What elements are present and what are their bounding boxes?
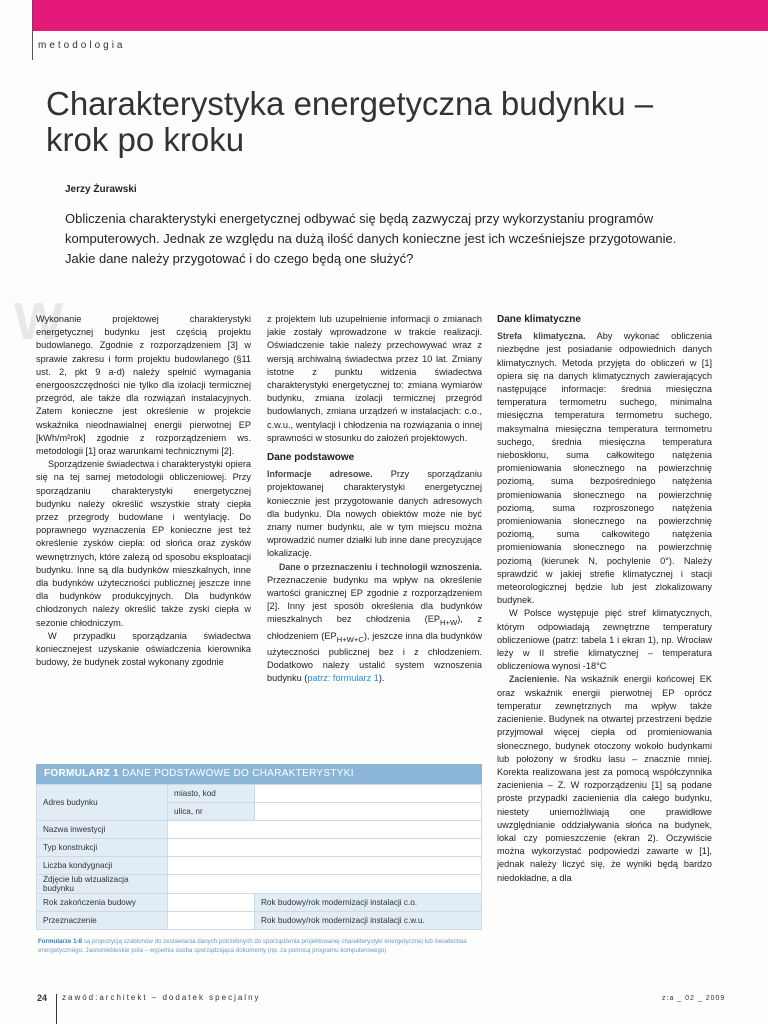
article-title: Charakterystyka energetyczna budynku – krok po kroku <box>46 85 654 158</box>
label-purpose: Przeznaczenie <box>37 912 168 930</box>
author-name: Jerzy Żurawski <box>65 184 137 195</box>
label-address: Adres budynku <box>37 785 168 821</box>
form-table <box>36 784 482 930</box>
col3-paragraph-3: Zacienienie. Na wskaźnik energii końcowej EK oraz wskaźnik energii pierwotnej EP oprócz temperatur zewnętrznych ma wpływ także zacienienie. Budynek na otwartej przestrzeni będzie przyjmował więcej ciepła od promieniowania słonecznego, budynek otoczony wokoło budynkami lub położony w środku lasu – znacznie mniej. Korekta realizowana jest za pomocą współczynnika zacienienia – Z. W rozporządzeniu [1] są podane proste przypadki zacienienia dla całego budynku, niestety uniemożliwiają one prawidłowe uwzględnianie oddziaływania słońca na budynek, lokal czy pomieszczenie (ekran 2). Oczywiście można wykorzystać podpowiedzi zawarte w [1], jednak należy liczyć się, że wyniki będą bardzo niedokładne, a dla <box>497 674 712 883</box>
top-color-bar <box>33 0 768 31</box>
label-town: miasto, kod <box>168 785 255 803</box>
col2-paragraph-2: Informacje adresowe. Przy sporządzaniu projektowanej charakterystyki energetycznej koniecznie jest przygotowanie danych adresowych dla budynku. Dla nowych obiektów może nie być znany numer budynku, ale w tym miejscu można wprowadzić numer działki lub inne dane precyzujące lokalizację. <box>267 469 482 559</box>
table-row <box>37 857 482 875</box>
col3-paragraph-2: W Polsce występuje pięć stref klimatycznych, którym odpowiadają zewnętrzne temperatury obliczeniowe (patrz: tabela 1 i ekran 1), np. Wrocław leży w II strefie klimatycznej – temperatura obliczeniowa wynosi -18°C <box>497 608 712 672</box>
column-1 <box>36 313 251 669</box>
heading-climate-data: Dane klimatyczne <box>497 314 581 325</box>
page-number: 24 <box>37 993 48 1003</box>
field-town[interactable] <box>255 785 482 803</box>
form-reference-link[interactable]: patrz: formularz 1 <box>307 672 379 683</box>
column-2 <box>267 313 482 685</box>
label-investment: Nazwa inwestycji <box>37 821 168 839</box>
field-floors[interactable] <box>168 857 482 875</box>
issue-number: z:a _ 02 _ 2009 <box>662 995 726 1002</box>
field-street[interactable] <box>255 803 482 821</box>
run-in-shading: Zacienienie. <box>509 674 560 685</box>
field-purpose[interactable] <box>168 912 255 930</box>
lead-paragraph: Obliczenia charakterystyki energetycznej odbywać się będą zazwyczaj przy wykorzystaniu programów komputerowych. Jednak ze względu na dużą ilość danych konieczne jest ich wcześniejsze przygotowanie. Jakie dane należy przygotować i do czego będą one służyć? <box>65 211 677 266</box>
col2-paragraph-1: z projektem lub uzupełnienie informacji o zmianach jakie zostały wprowadzone w trakcie realizacji. Oświadczenie takie należy przechowywać wraz z wersją archiwalną świadectwa przez 10 lat. Zmiany istotne z punktu widzenia świadectwa charakterystyki energetycznej to: zmiana wymiarów budynku, zmiana izolacji termicznej przegród budowlanych, zmiana urządzeń w instalacjach: c.o., c.w.u., wentylacji i chłodzenia na rozwiązania o innej sprawności w stosunku do założeń projektowych. <box>267 314 482 443</box>
section-label: metodologia <box>38 40 126 51</box>
table-row <box>37 839 482 857</box>
field-construction[interactable] <box>168 839 482 857</box>
col2-paragraph-3: Dane o przeznaczeniu i technologii wznoszenia. Przeznaczenie budynku ma wpływ na określenie wartości granicznej EP zgodnie z rozporządzeniem [2]. Inny jest sposób określenia dla budynków mieszkalnych bez chłodzenia $(EP_{H+W})$, z chłodzeniem $(EP_{H+W+C})$, jeszcze inna dla budynków użyteczności publicznej bez i z chłodzeniem. Dodatkowo należy ustalić system wznoszenia budynku (patrz: formularz 1). <box>267 561 482 683</box>
label-construction: Typ konstrukcji <box>37 839 168 857</box>
publication-name: zawód:architekt – dodatek specjalny <box>62 993 261 1002</box>
col1-paragraph-3: W przypadku sporządzania świadectwa koniecznejest uzyskanie oświadczenia kierownika budowy, że budynek został wykonany zgodnie <box>36 630 251 668</box>
field-completion[interactable] <box>168 894 255 912</box>
column-3 <box>497 313 712 885</box>
run-in-climate-zone: Strefa klimatyczna. <box>497 331 586 342</box>
field-photo[interactable] <box>168 875 482 894</box>
table-row <box>37 785 482 803</box>
col3-paragraph-1: Strefa klimatyczna. Aby wykonać obliczenia niezbędne jest posiadanie odpowiednich danych klimatycznych. Metoda przyjęta do obliczeń w [1] opiera się na danych klimatycznych zawierających następujące informacje: średnia miesięczna temperatura termometru suchego, minimalna miesięczna temperatura termometru suchego, maksymalna miesięczna temperatura termometru suchego, średnia miesięczna temperatura nieboskłonu, suma całkowitego natężenia promieniowania słonecznego na powierzchnię poziomą, suma bezpośredniego natężenia promieniowania słonecznego na powierzchnię poziomą, suma rozproszonego natężenia promieniowania słonecznego na powierzchnię poziomą, suma całkowitego natężenia promieniowania słonecznego na powierzchnię poziomą (kierunek N, pochylenie 0°). Należy sprawdzić w jakiej strefie klimatycznej i stacji meteorologicznej będzie lub jest zlokalizowany budynek. <box>497 331 712 606</box>
header-rule <box>32 0 33 60</box>
form-header: FORMULARZ 1 DANE PODSTAWOWE DO CHARAKTERYSTYKI <box>36 764 482 784</box>
field-investment[interactable] <box>168 821 482 839</box>
table-row <box>37 875 482 894</box>
col1-paragraph-1: Wykonanie projektowej charakterystyki energetycznej budynku jest częścią projektu budowlanego. Zgodnie z rozporządzeniem [3] w sprawie zakresu i form projektu budowlanego (§11 ust. 2, pkt 9 a-d) należy spełnić wymagania energooszczędności nie tylko dla izolacji termicznej przegród, ale także dla rozwiązań instalacyjnych. Zatem konieczne jest określenie w projekcie wskaźnika nieodnawialnej energii pierwotnej EP [kWh/m²rok] zgodnie z rozporządzeniem ws. metodologii [1] oraz warunkami technicznymi [2]. <box>36 314 251 457</box>
label-completion: Rok zakończenia budowy <box>37 894 168 912</box>
footer-rule <box>56 994 57 1024</box>
label-photo: Zdjęcie lub wizualizacja budynku <box>37 875 168 894</box>
heading-basic-data: Dane podstawowe <box>267 452 355 464</box>
run-in-purpose: Dane o przeznaczeniu i technologii wznoszenia. <box>279 561 482 572</box>
label-floors: Liczba kondygnacji <box>37 857 168 875</box>
run-in-address: Informacje adresowe. <box>267 469 373 480</box>
col1-paragraph-2: Sporządzenie świadectwa i charakterystyki opiera się na tej samej metodologii obliczeniowej. Przy sporządzaniu charakterystyki energetycznej budynku należy określić wszystkie straty ciepła przez przegrody budowlane i wentylację. Do poprawnego wyznaczenia EP konieczne jest też określenie zysków ciepła: od słońca oraz zysków wewnętrznych, które zależą od sposobu eksploatacji budynku. Inne są dla budynków mieszkalnych, inne dla budynków użyteczności publicznej jeszcze inne dla budynków produkcyjnych. Dla budynków chłodzonych należy określić także zyski ciepła w sezonie chłodniczym. <box>36 459 251 628</box>
table-row <box>37 894 482 912</box>
dropcap-letter: W <box>14 293 64 351</box>
label-year-cwu: Rok budowy/rok modernizacji instalacji c.w.u. <box>255 912 482 930</box>
form-caption: Formularze 1-8 są propozycją szablonów do zestawiania danych potrzebnych do sporządzenia projektowanej charakterystyki energetycznej lub świadectwa energetycznego. Jasnoniebieskie pola – wypełnia osoba sporządzająca dokumenty (np. za pomocą programu komputerowego) <box>38 938 467 954</box>
form-1-box <box>36 764 482 930</box>
label-street: ulica, nr <box>168 803 255 821</box>
table-row <box>37 912 482 930</box>
label-year-co: Rok budowy/rok modernizacji instalacji c.o. <box>255 894 482 912</box>
table-row <box>37 821 482 839</box>
